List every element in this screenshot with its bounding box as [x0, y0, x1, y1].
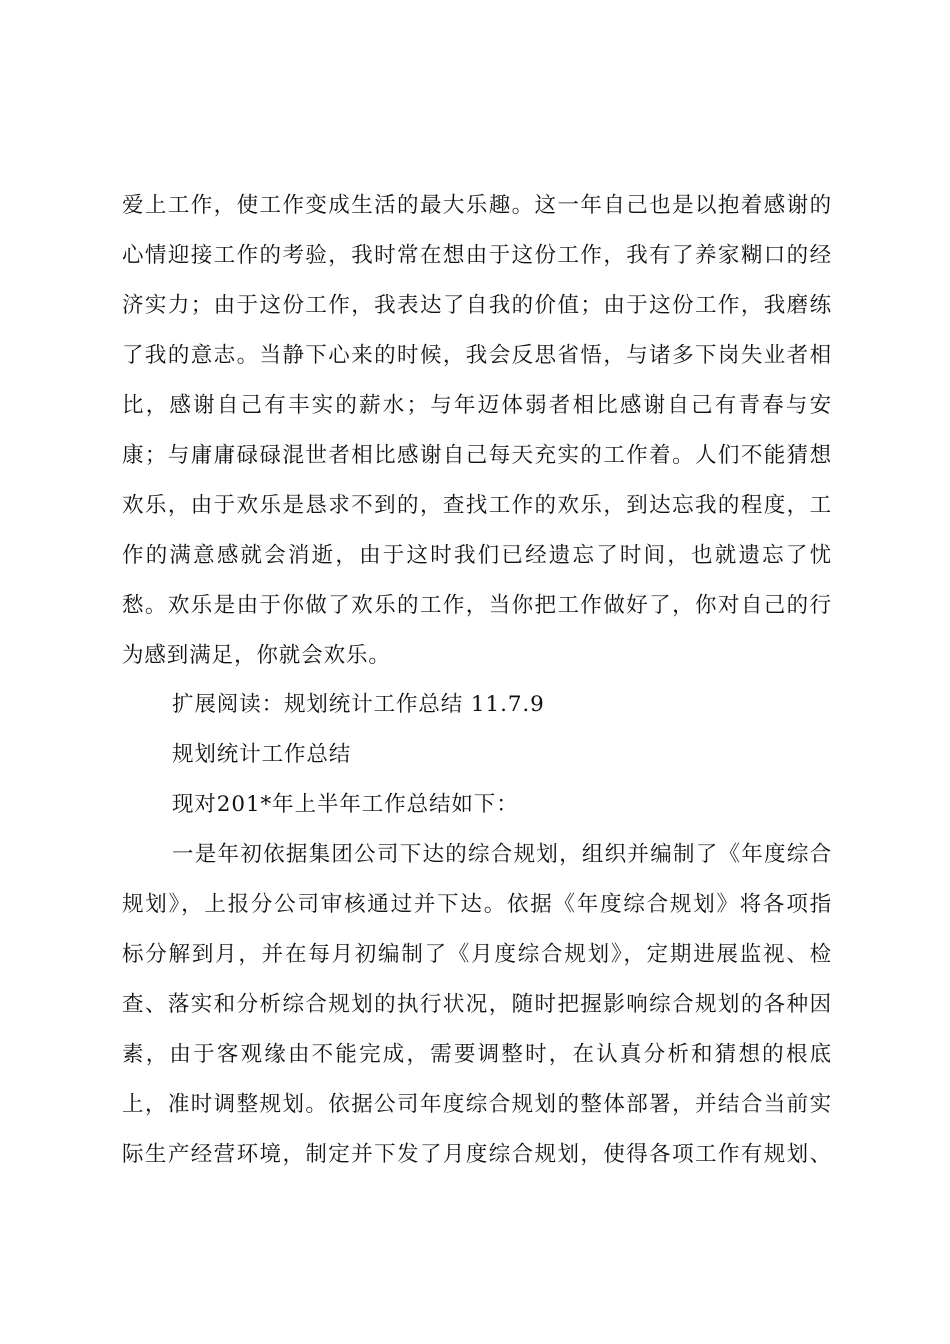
paragraph-line: 爱上工作，使工作变成生活的最大乐趣。这一年自己也是以抱着感谢的 — [122, 193, 832, 218]
paragraph-line: 标分解到月，并在每月初编制了《月度综合规划》，定期进展监视、检 — [122, 942, 832, 967]
paragraph-line: 上，准时调整规划。依据公司年度综合规划的整体部署，并结合当前实 — [122, 1092, 832, 1117]
paragraph-line: 济实力；由于这份工作，我表达了自我的价值；由于这份工作，我磨练 — [122, 293, 832, 318]
paragraph-line: 比，感谢自己有丰实的薪水；与年迈体弱者相比感谢自己有青春与安 — [122, 393, 832, 418]
paragraph-line: 愁。欢乐是由于你做了欢乐的工作，当你把工作做好了，你对自己的行 — [122, 593, 832, 618]
paragraph-line: 规划》，上报分公司审核通过并下达。依据《年度综合规划》将各项指 — [122, 892, 832, 917]
paragraph-line: 际生产经营环境，制定并下发了月度综合规划，使得各项工作有规划、 — [122, 1142, 832, 1167]
paragraph-line: 作的满意感就会消逝，由于这时我们已经遗忘了时间，也就遗忘了忧 — [122, 543, 832, 568]
paragraph-line: 查、落实和分析综合规划的执行状况，随时把握影响综合规划的各种因 — [122, 992, 832, 1017]
extended-reading-heading: 扩展阅读：规划统计工作总结 11.7.9 — [172, 692, 545, 717]
paragraph-line: 欢乐，由于欢乐是恳求不到的，查找工作的欢乐，到达忘我的程度，工 — [122, 493, 832, 518]
paragraph-line: 为感到满足，你就会欢乐。 — [122, 643, 391, 668]
paragraph-line: 了我的意志。当静下心来的时候，我会反思省悟，与诸多下岗失业者相 — [122, 343, 832, 368]
paragraph-line: 心情迎接工作的考验，我时常在想由于这份工作，我有了养家糊口的经 — [122, 243, 832, 268]
paragraph-line: 一是年初依据集团公司下达的综合规划，组织并编制了《年度综合 — [172, 842, 832, 867]
paragraph-line: 康；与庸庸碌碌混世者相比感谢自己每天充实的工作着。人们不能猜想 — [122, 443, 832, 468]
paragraph-line: 素，由于客观缘由不能完成，需要调整时，在认真分析和猜想的根底 — [122, 1042, 832, 1067]
summary-intro: 现对201*年上半年工作总结如下： — [172, 792, 519, 817]
section-title: 规划统计工作总结 — [172, 742, 352, 767]
